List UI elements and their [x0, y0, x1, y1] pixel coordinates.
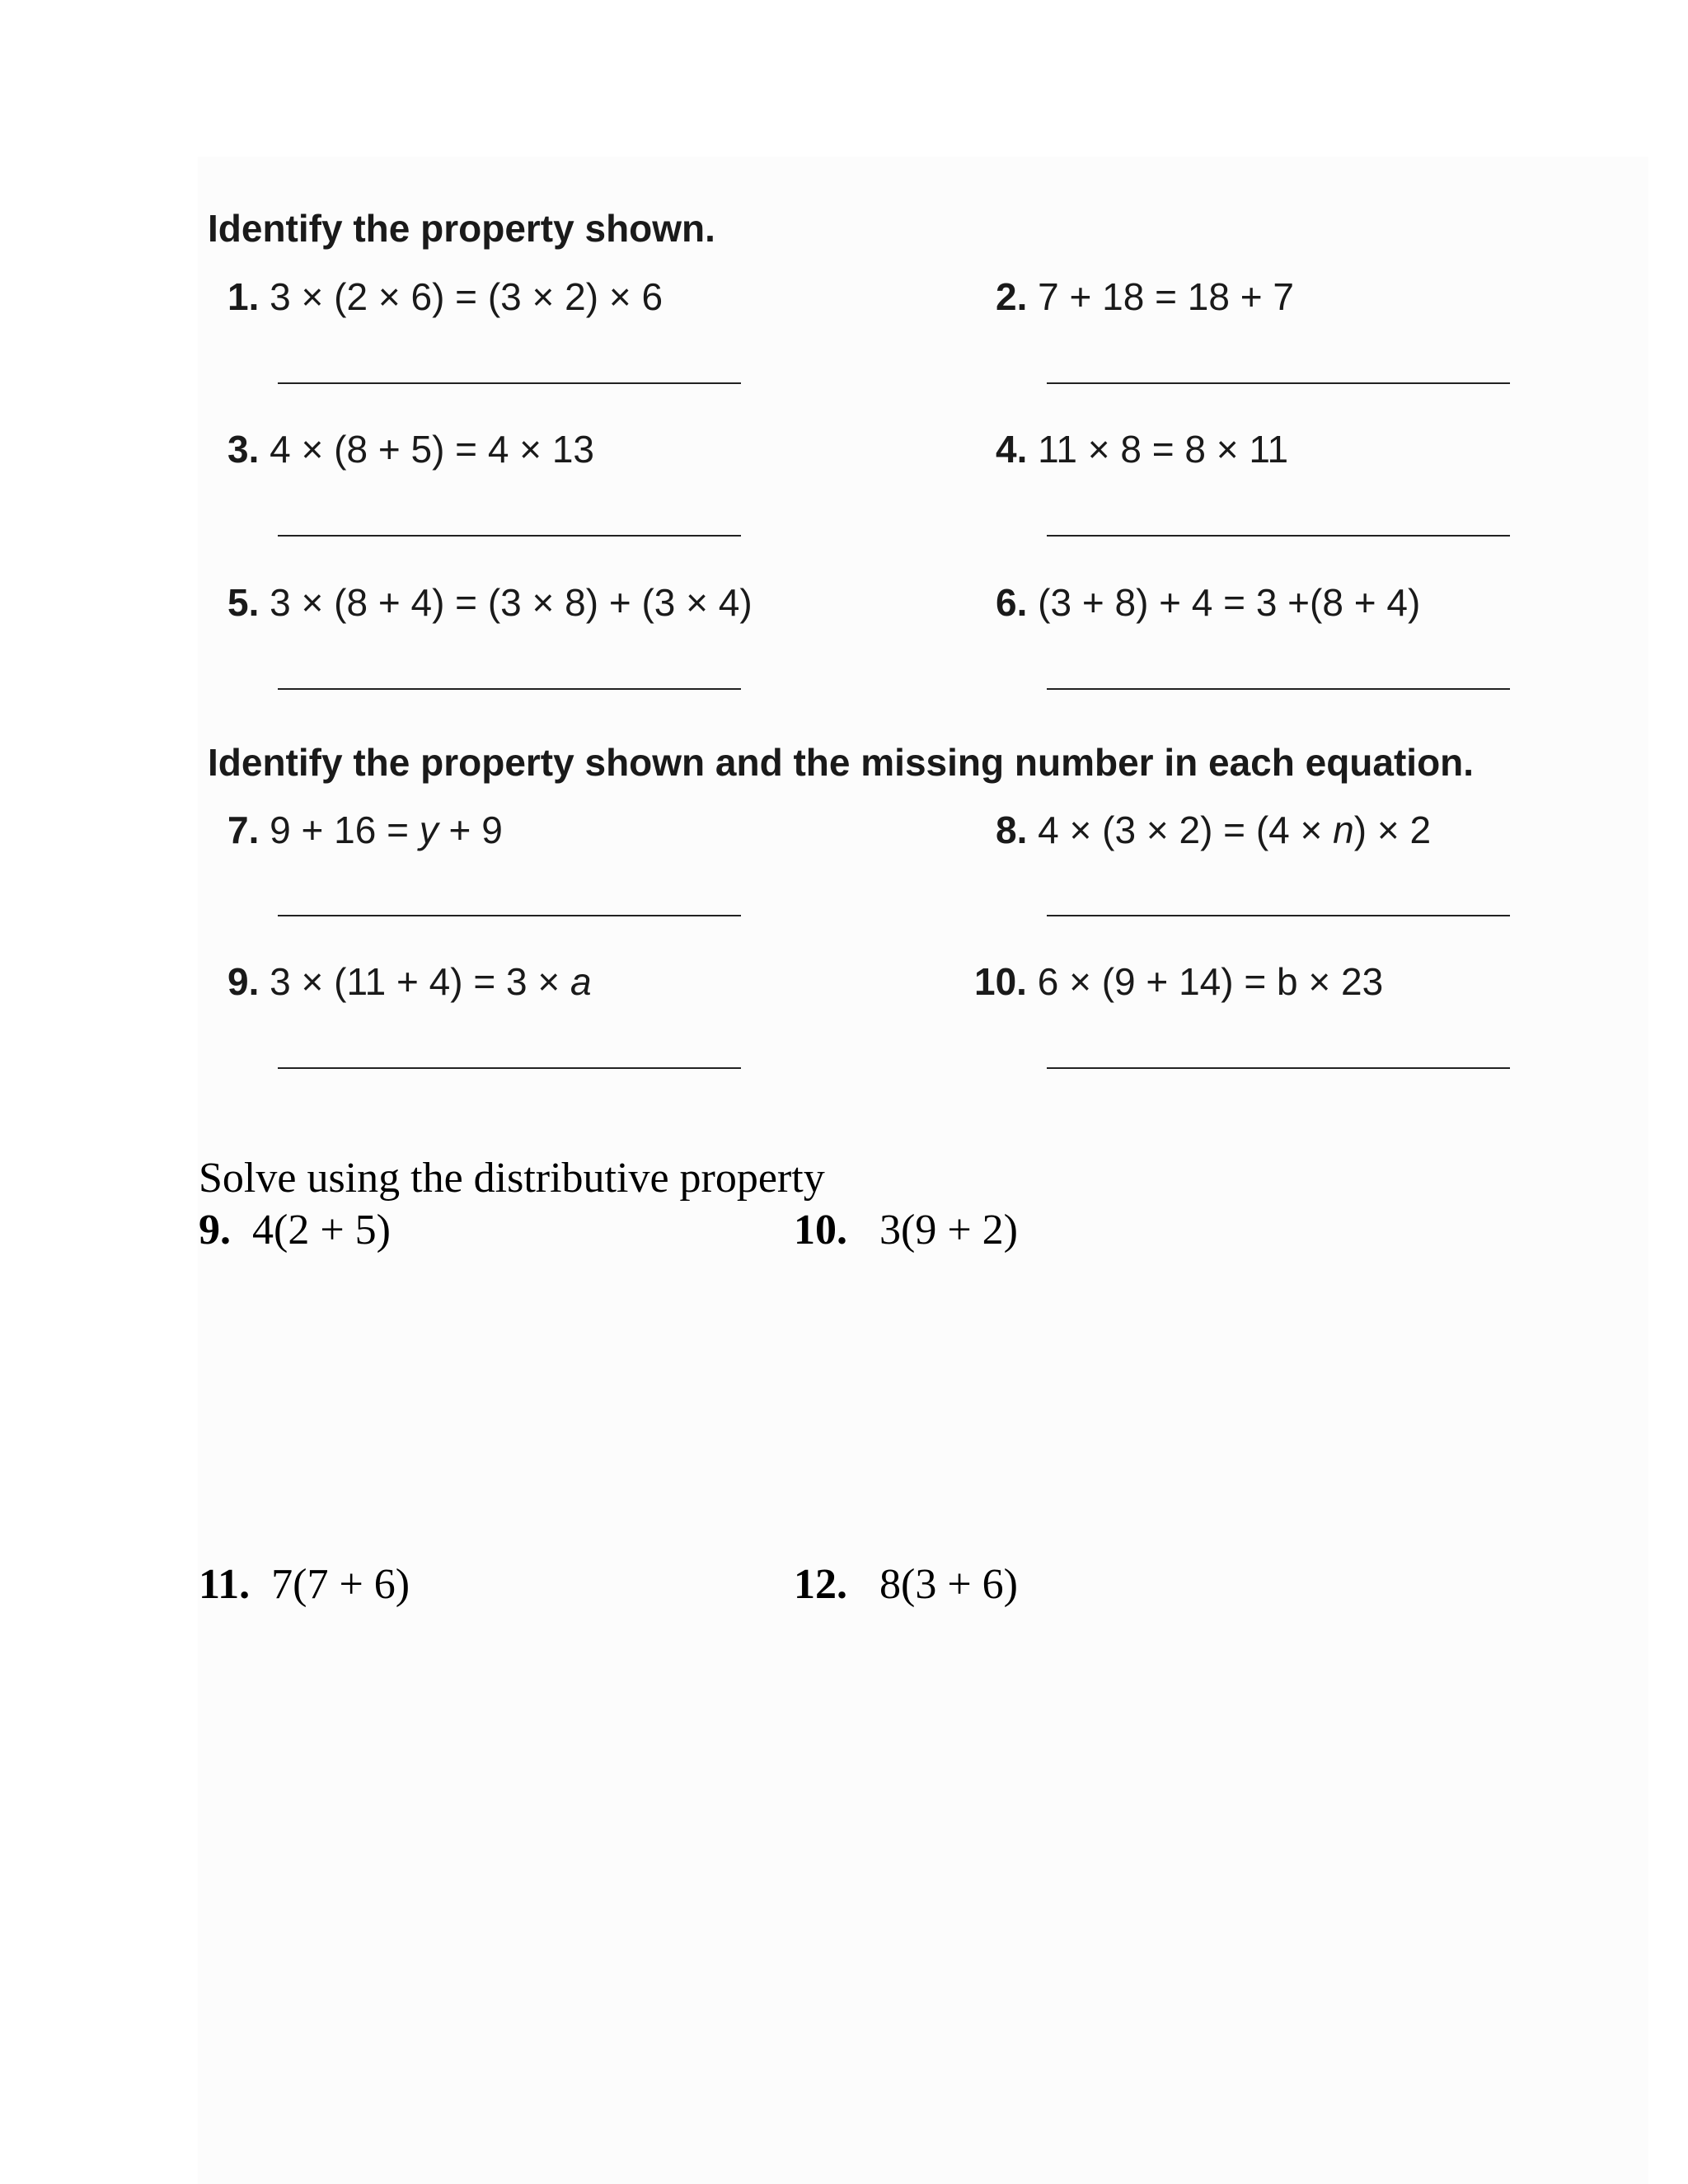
problem-expression: (3 + 8) + 4 = 3 +(8 + 4): [1038, 581, 1421, 624]
problem-expression: 11 × 8 = 8 × 11: [1038, 428, 1289, 471]
answer-line-10[interactable]: [1047, 1067, 1510, 1069]
section3-heading: Solve using the distributive property: [199, 1155, 825, 1202]
problem-5: [227, 580, 753, 625]
problem-expression-start: 4 × (3 × 2) = (4 ×: [1038, 808, 1334, 851]
problem-6: [996, 580, 1420, 625]
problem-1: [227, 274, 663, 319]
problem-number: 7.: [227, 808, 260, 851]
problem-number: 9.: [199, 1207, 231, 1254]
problem-expression: 3 × (8 + 4) = (3 × 8) + (3 × 4): [270, 581, 753, 624]
problem-number: 1.: [227, 275, 260, 318]
answer-line-4[interactable]: [1047, 535, 1510, 537]
answer-line-5[interactable]: [278, 688, 741, 690]
problem-number: 2.: [996, 275, 1028, 318]
problem-number: 6.: [996, 581, 1028, 624]
problem-10: [974, 959, 1383, 1004]
section2-heading: Identify the property shown and the missing number in each equation.: [208, 741, 1475, 784]
answer-line-2[interactable]: [1047, 382, 1510, 384]
problem-distributive-9: [199, 1206, 391, 1254]
problem-number: 11.: [199, 1561, 251, 1608]
problem-distributive-11: [199, 1560, 410, 1609]
problem-7: [227, 808, 503, 852]
problem-3: [227, 427, 594, 471]
problem-expression: 7(7 + 6): [271, 1561, 410, 1608]
problem-expression: 8(3 + 6): [879, 1561, 1018, 1608]
problem-distributive-10: [794, 1206, 1018, 1254]
problem-distributive-12: [794, 1560, 1018, 1609]
problem-expression-end: + 9: [438, 808, 503, 851]
problem-expression: 3(9 + 2): [879, 1207, 1018, 1254]
problem-expression: 6 × (9 + 14) = b × 23: [1037, 960, 1384, 1003]
problem-number: 9.: [227, 960, 260, 1003]
problem-number: 12.: [794, 1561, 847, 1608]
variable-a: a: [570, 960, 592, 1003]
answer-line-1[interactable]: [278, 382, 741, 384]
answer-line-9[interactable]: [278, 1067, 741, 1069]
variable-y: y: [419, 808, 438, 851]
problem-expression: 3 × (2 × 6) = (3 × 2) × 6: [270, 275, 663, 318]
problem-expression-end: ) × 2: [1353, 808, 1432, 851]
section1-heading: Identify the property shown.: [208, 207, 715, 250]
problem-expression: 4(2 + 5): [252, 1207, 391, 1254]
problem-number: 4.: [996, 428, 1028, 471]
problem-expression-start: 9 + 16 =: [270, 808, 420, 851]
problem-8: [996, 808, 1431, 852]
problem-expression: 7 + 18 = 18 + 7: [1038, 275, 1294, 318]
answer-line-7[interactable]: [278, 915, 741, 916]
problem-expression-start: 3 × (11 + 4) = 3 ×: [270, 960, 570, 1003]
problem-number: 5.: [227, 581, 260, 624]
answer-line-3[interactable]: [278, 535, 741, 537]
answer-line-6[interactable]: [1047, 688, 1510, 690]
problem-4: [996, 427, 1288, 471]
problem-expression: 4 × (8 + 5) = 4 × 13: [270, 428, 594, 471]
variable-n: n: [1333, 808, 1354, 851]
answer-line-8[interactable]: [1047, 915, 1510, 916]
problem-9: [227, 959, 592, 1004]
problem-number: 10.: [974, 960, 1027, 1003]
problem-number: 3.: [227, 428, 260, 471]
problem-number: 10.: [794, 1207, 847, 1254]
problem-number: 8.: [996, 808, 1028, 851]
problem-2: [996, 274, 1294, 319]
